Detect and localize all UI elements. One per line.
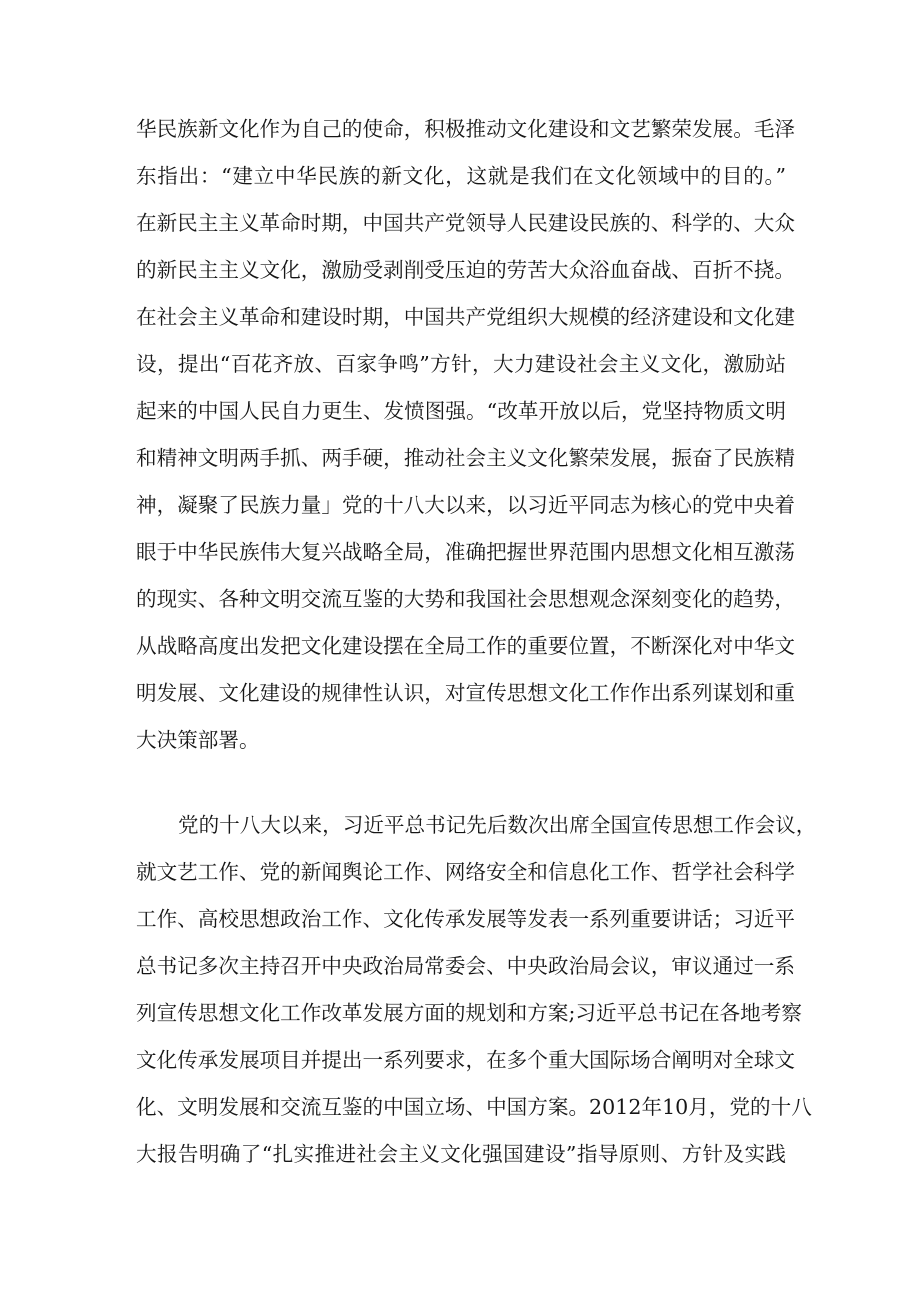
text-line: 起来的中国人民自力更生、发愤图强。“改革开放以后，党坚持物质文明: [136, 399, 786, 423]
text-line: 在新民主主义革命时期，中国共产党领导人民建设民族的、科学的、大众: [136, 211, 795, 235]
text-line: 文化传承发展项目并提出一系列要求，在多个重大国际场合阐明对全球文: [136, 1048, 795, 1072]
text-line: 东指出：“建立中华民族的新文化，这就是我们在文化领域中的目的。”: [136, 164, 786, 188]
text-line: 的新民主主义文化，激励受剥削受压迫的劳苦大众浴血奋战、百折不挠。: [136, 258, 795, 282]
text-line: 党的十八大以来，习近平总书记先后数次出席全国宣传思想工作会议，: [178, 813, 817, 837]
text-line: 眼于中华民族伟大复兴战略全局，准确把握世界范围内思想文化相互激荡: [136, 540, 795, 564]
text-line: 总书记多次主持召开中央政治局常委会、中央政治局会议，审议通过一系: [136, 954, 795, 978]
text-line: 设，提出“百花齐放、百家争鸣”方针，大力建设社会主义文化，激励站: [136, 352, 786, 376]
text-line: 明发展、文化建设的规律性认识，对宣传思想文化工作作出系列谋划和重: [136, 681, 795, 705]
text-line: 大报告明确了“扎实推进社会主义文化强国建设”指导原则、方针及实践: [136, 1142, 786, 1166]
text-line: 大决策部署。: [136, 728, 260, 752]
text-line: 的现实、各种文明交流互鉴的大势和我国社会思想观念深刻变化的趋势，: [136, 587, 795, 611]
text-line: 化、文明发展和交流互鉴的中国立场、中国方案。2012年10月，党的十八: [136, 1095, 812, 1119]
text-line: 工作、高校思想政治工作、文化传承发展等发表一系列重要讲话；习近平: [136, 907, 795, 931]
text-line: 和精神文明两手抓、两手硬，推动社会主义文化繁荣发展，振奋了民族精: [136, 446, 795, 470]
text-line: 神，凝聚了民族力量」党的十八大以来，以习近平同志为核心的党中央着: [136, 493, 795, 517]
text-line: 列宣传思想文化工作改革发展方面的规划和方案;习近平总书记在各地考察: [136, 1001, 802, 1025]
text-line: 从战略高度出发把文化建设摆在全局工作的重要位置，不断深化对中华文: [136, 634, 795, 658]
text-line: 就文艺工作、党的新闻舆论工作、网络安全和信息化工作、哲学社会科学: [136, 860, 795, 884]
text-line: 华民族新文化作为自己的使命，积极推动文化建设和文艺繁荣发展。毛泽: [136, 117, 795, 141]
text-line: 在社会主义革命和建设时期，中国共产党组织大规模的经济建设和文化建: [136, 305, 795, 329]
